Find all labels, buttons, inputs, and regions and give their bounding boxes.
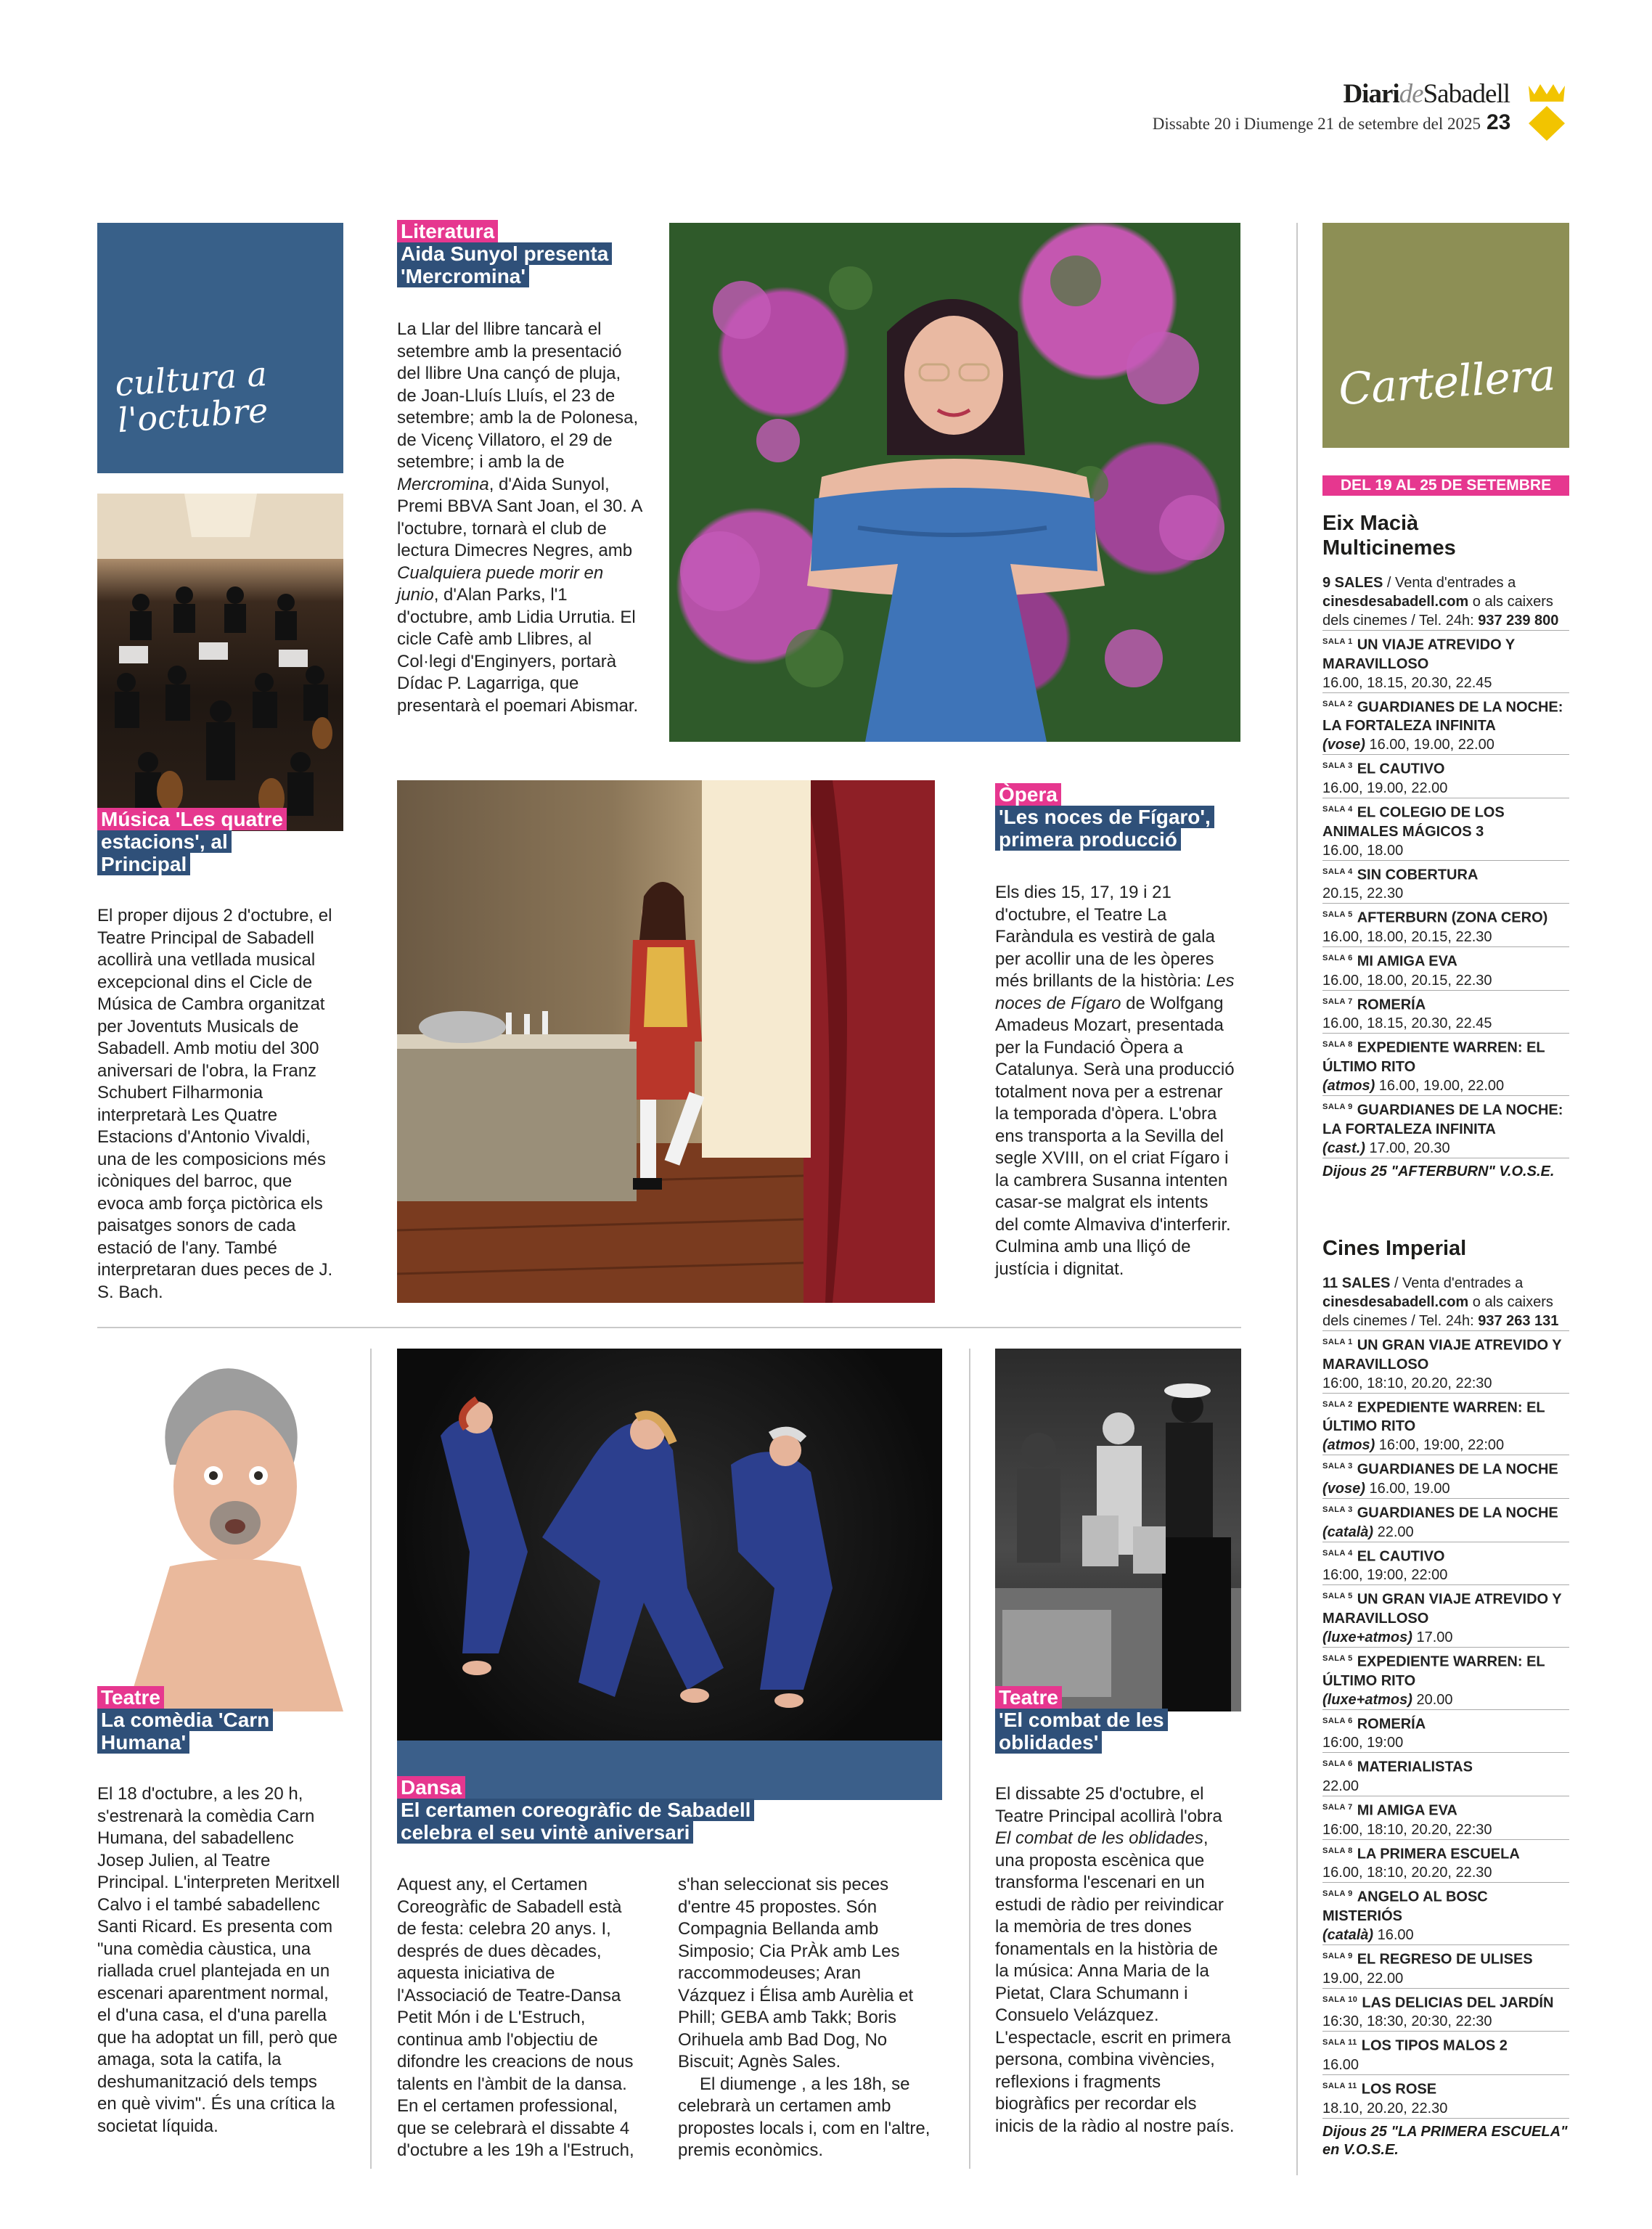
- film-version: (català): [1322, 1524, 1378, 1540]
- section-title-line1: cultura a: [113, 353, 269, 404]
- brand-sabadell: Sabadell: [1423, 79, 1510, 109]
- film-title: MI AMIGA EVA: [1357, 953, 1457, 970]
- film-title: ANGELO AL BOSC MISTERIÓS: [1322, 1889, 1488, 1924]
- sala-label: SALA 11: [1322, 2038, 1357, 2048]
- cinema1-block: [1322, 511, 1569, 1181]
- film-title: SIN COBERTURA: [1357, 867, 1479, 883]
- film-hours: 16.00: [1322, 2056, 1359, 2073]
- dansa-tag: Dansa: [397, 1776, 465, 1799]
- film-title: GUARDIANES DE LA NOCHE: [1357, 1505, 1558, 1521]
- musica-title-2: estacions', al: [97, 830, 232, 853]
- cartellera-title: Cartellera: [1336, 349, 1557, 416]
- listing-row: [1322, 1455, 1569, 1498]
- sala-label: SALA 7: [1322, 997, 1353, 1006]
- section-box: [97, 223, 343, 473]
- teatre2-heading: [995, 1686, 1241, 1754]
- sala-label: SALA 9: [1322, 1889, 1353, 1899]
- cinema2-block: [1322, 1236, 1569, 2159]
- musica-heading: [97, 808, 343, 875]
- sala-label: SALA 6: [1322, 953, 1353, 962]
- film-title: EXPEDIENTE WARREN: EL ÚLTIMO RITO: [1322, 1399, 1545, 1435]
- sala-label: SALA 2: [1322, 699, 1353, 708]
- dansa-title-1: El certamen coreogràfic de Sabadell: [397, 1799, 754, 1821]
- listing-row: [1322, 1882, 1569, 1944]
- sala-label: SALA 4: [1322, 804, 1353, 814]
- sala-label: SALA 4: [1322, 1548, 1353, 1558]
- film-hours: 22.00: [1377, 1524, 1414, 1540]
- opera-tag: Òpera: [995, 783, 1061, 806]
- dancers-figure: [397, 1349, 942, 1800]
- film-hours: 16.00, 19.00, 22.00: [1322, 780, 1448, 796]
- film-version: (català): [1322, 1926, 1378, 1943]
- film-hours: 16:00, 19:00: [1322, 1735, 1404, 1751]
- aida-photo: [669, 223, 1240, 742]
- sala-label: SALA 5: [1322, 910, 1353, 920]
- aida-figure: [669, 223, 1240, 742]
- film-hours: 16.00, 19.00, 22.00: [1378, 1077, 1505, 1094]
- header-date: Dissabte 20 i Diumenge 21 de setembre del 2025: [1152, 115, 1481, 133]
- cartellera-dates: DEL 19 AL 25 DE SETEMBRE: [1322, 475, 1569, 496]
- film-title: GUARDIANES DE LA NOCHE: LA FORTALEZA INFINITA: [1322, 1102, 1563, 1137]
- film-version: (atmos): [1322, 1437, 1379, 1454]
- sala-label: SALA 10: [1322, 1995, 1358, 2004]
- sala-label: SALA 8: [1322, 1846, 1353, 1855]
- listing-row: [1322, 798, 1569, 860]
- film-version: (vose): [1322, 737, 1370, 753]
- section-title: [113, 353, 271, 441]
- listing-row: [1322, 860, 1569, 904]
- literatura-tag: Literatura: [397, 220, 498, 242]
- film-hours: 16.00, 19.00: [1369, 1480, 1450, 1497]
- listing-row: [1322, 1584, 1569, 1647]
- sala-label: SALA 4: [1322, 867, 1353, 876]
- film-hours: 16:00, 18:10, 20.20, 22:30: [1322, 1821, 1492, 1838]
- film-hours: 16.00, 18.15, 20.30, 22.45: [1322, 1015, 1492, 1032]
- cinema2-listings: [1322, 1330, 1569, 2118]
- film-hours: 19.00, 22.00: [1322, 1970, 1404, 1987]
- sala-label: SALA 7: [1322, 1802, 1353, 1812]
- musica-title-3: Principal: [97, 853, 190, 875]
- orchestra-figures: [97, 494, 343, 831]
- listing-row: [1322, 1752, 1569, 1796]
- listing-row: [1322, 946, 1569, 990]
- teatre2-tag: Teatre: [995, 1686, 1062, 1709]
- film-title: AFTERBURN (ZONA CERO): [1357, 909, 1548, 926]
- film-hours: 16:00, 19:00, 22:00: [1378, 1437, 1505, 1454]
- listing-row: [1322, 1095, 1569, 1158]
- literatura-heading: [397, 220, 658, 287]
- literatura-body: La Llar del llibre tancarà el setembre amb la presentació del llibre Una cançó de pluja, de Joan-Lluís Lluís, el 23 de setembre; amb la de Polonesa, de Vicenç Villatoro, el 29 de setembre; i amb la de Mercromina, d'Aida Sunyol, Premi BBVA Sant Joan, el 30. A l'octubre, tornarà el club de lectura Dimecres Negres, amb Cualquiera puede morir en junio, d'Alan Parks, l'1 d'octubre, amb Lidia Urrutia. El cicle Cafè amb Llibres, al Col·legi d'Enginyers, portarà Dídac P. Lagarriga, que presentarà el poemari Abismar.: [397, 319, 642, 716]
- dansa-body-col1: Aquest any, el Certamen Coreogràfic de Sabadell està de festa: celebra 20 anys. I, després de dues dècades, aquesta iniciativa de l'Associació de Teatre-Dansa Petit Món i de L'Estruch, continua amb l'objectiu de difondre les creacions de nous talents en l'àmbit de la dansa. En el certamen professional, que se celebrarà el dissabte 4 d'octubre a les 19h a l'Estruch,: [397, 1875, 634, 2160]
- film-hours: 20.00: [1416, 1691, 1453, 1708]
- film-version: (vose): [1322, 1480, 1370, 1497]
- cinema1-listings: [1322, 630, 1569, 1158]
- column-divider-1: [370, 1349, 372, 2169]
- film-title: UN VIAJE ATREVIDO Y MARAVILLOSO: [1322, 637, 1515, 672]
- dansa-heading: [397, 1776, 942, 1844]
- teatre2-title-2: oblidades': [995, 1731, 1102, 1754]
- film-title: LAS DELICIAS DEL JARDÍN: [1362, 1995, 1554, 2011]
- film-version: (luxe+atmos): [1322, 1691, 1417, 1708]
- film-title: UN GRAN VIAJE ATREVIDO Y MARAVILLOSO: [1322, 1591, 1562, 1627]
- carn-humana-photo: [97, 1349, 343, 1711]
- listing-row: [1322, 1796, 1569, 1839]
- section-title-line2: l'octubre: [116, 390, 269, 441]
- sala-label: SALA 11: [1322, 2081, 1357, 2090]
- film-title: MATERIALISTAS: [1357, 1759, 1473, 1775]
- sala-label: SALA 1: [1322, 1338, 1353, 1346]
- listing-row: [1322, 1944, 1569, 1988]
- dansa-title-2: celebra el seu vintè aniversari: [397, 1821, 693, 1844]
- film-version: (atmos): [1322, 1077, 1379, 1094]
- sala-label: SALA 8: [1322, 1040, 1353, 1050]
- teatre1-body: El 18 d'octubre, a les 20 h, s'estrenarà la comèdia Carn Humana, del sabadellenc Josep Julien, al Teatre Principal. L'interpreten Meritxell Calvo i el també sabadellenc Santi Ricard. Es presenta com "una comèdia càustica, una riallada cruel plantejada en un escenari aparentment normal, el d'una casa, el d'una parella que ha adoptat un fill, però que amaga, sota la catifa, la deshumanització dels temps en què vivim". És una crítica la societat líquida.: [97, 1784, 340, 2136]
- sala-label: SALA 2: [1322, 1399, 1353, 1409]
- film-version: (cast.): [1322, 1140, 1370, 1156]
- radio-scene: [995, 1349, 1241, 1711]
- film-title: GUARDIANES DE LA NOCHE: LA FORTALEZA INFINITA: [1322, 699, 1563, 735]
- sala-label: SALA 6: [1322, 1759, 1353, 1769]
- teatre2-body: El dissabte 25 d'octubre, el Teatre Principal acollirà l'obra El combat de les oblidades, una proposta escènica que transforma l'escenari en un estudi de ràdio per reivindicar la memòria de tres dones fonamentals en la història de la música: Anna Maria de la Pietat, Clara Schumann i Consuelo Velázquez. L'espectacle, escrit en primera persona, combina vivències, reflexions i fragments biogràfics per recordar els inicis de la ràdio al nostre país.: [995, 1784, 1235, 2136]
- film-hours: 16.00, 18.00, 20.15, 22.30: [1322, 928, 1492, 945]
- film-hours: 16:00, 19:00, 22:00: [1322, 1567, 1448, 1584]
- cinema1-note: Dijous 25 "AFTERBURN" V.O.S.E.: [1322, 1158, 1569, 1181]
- listing-row: [1322, 2031, 1569, 2074]
- film-title: EXPEDIENTE WARREN: EL ÚLTIMO RITO: [1322, 1653, 1545, 1689]
- film-hours: 16:30, 18:30, 20:30, 22:30: [1322, 2013, 1492, 2030]
- film-version: (luxe+atmos): [1322, 1629, 1417, 1645]
- film-title: EL CAUTIVO: [1357, 1548, 1445, 1565]
- listing-row: [1322, 1393, 1569, 1455]
- teatre1-title-1: La comèdia 'Carn: [97, 1709, 273, 1731]
- film-title: EL CAUTIVO: [1357, 761, 1445, 777]
- sala-label: SALA 5: [1322, 1653, 1353, 1663]
- sala-label: SALA 9: [1322, 1951, 1353, 1960]
- combat-photo: [995, 1349, 1241, 1711]
- film-title: MI AMIGA EVA: [1357, 1802, 1457, 1819]
- cinema2-name: Cines Imperial: [1322, 1237, 1467, 1260]
- listing-row: [1322, 990, 1569, 1034]
- masthead: [1234, 78, 1510, 110]
- sala-label: SALA 3: [1322, 1462, 1353, 1471]
- opera-title-1: 'Les noces de Fígaro',: [995, 806, 1214, 828]
- film-hours: 16.00, 19.00, 22.00: [1369, 737, 1494, 753]
- listing-row: [1322, 2074, 1569, 2118]
- listing-row: [1322, 1542, 1569, 1585]
- dansa-body-col2: s'han seleccionat sis peces d'entre 45 propostes. Són Compagnia Bellanda amb Simposio; Cia PrÀk amb Les raccommodeuses; Aran Vázquez i Élisa amb Aurèlia et Phill; GEBA amb Takk; Boris Orihuela amb Bad Dog, No Biscuit; Agnès Sales. El diumenge , a les 18h, se celebrarà un certamen amb propostes locals i, com en l'altre, premis econòmics.: [678, 1875, 931, 2160]
- sala-label: SALA 6: [1322, 1716, 1353, 1725]
- sala-label: SALA 3: [1322, 761, 1353, 771]
- listing-row: [1322, 903, 1569, 946]
- listing-row: [1322, 692, 1569, 755]
- film-hours: 16.00: [1377, 1926, 1414, 1943]
- film-hours: 20.15, 22.30: [1322, 886, 1404, 902]
- film-title: ROMERÍA: [1357, 997, 1426, 1013]
- listing-row: [1322, 1839, 1569, 1883]
- opera-title-2: primera producció: [995, 828, 1181, 851]
- musica-body: El proper dijous 2 d'octubre, el Teatre Principal de Sabadell acollirà una vetllada musical excepcional dins el Cicle de Música de Cambra organitzat per Joventuts Musicals de Sabadell. Amb motiu del 300 aniversari de l'obra, la Franz Schubert Filharmonia interpretarà Les Quatre Estacions d'Antonio Vivaldi, una de les composicions més icòniques del barroc, que evoca amb força pictòrica els paisatges sonors de cada estació de l'any. També interpretaran dues peces de J. S. Bach.: [97, 906, 333, 1302]
- brand-diari: Diari: [1343, 79, 1399, 109]
- film-title: LOS ROSE: [1361, 2081, 1437, 2098]
- film-hours: 17.00: [1416, 1629, 1453, 1645]
- teatre1-heading: [97, 1686, 343, 1754]
- actor-figure: [97, 1349, 343, 1711]
- cartellera-divider: [1296, 223, 1298, 2175]
- literatura-title-2: 'Mercromina': [397, 265, 529, 287]
- film-title: EL REGRESO DE ULISES: [1357, 1951, 1533, 1968]
- film-title: ROMERÍA: [1357, 1716, 1426, 1733]
- film-hours: 16.00, 18.15, 20.30, 22.45: [1322, 674, 1492, 691]
- opera-body: Els dies 15, 17, 19 i 21 d'octubre, el Teatre La Faràndula es vestirà de gala per acollir una de les òperes més brillants de la història: Les noces de Fígaro de Wolfgang Amadeus Mozart, presentada per la Fundació Òpera a Catalunya. Serà una producció totalment nova per a estrenar la temporada d'òpera. L'obra ens transporta a la Sevilla del segle XVIII, on el criat Fígaro i la cambrera Susanna intenten casar-se malgrat els intents del comte Almaviva d'interferir. Culmina amb una lliçó de justícia i dignitat.: [995, 883, 1235, 1279]
- film-title: EXPEDIENTE WARREN: EL ÚLTIMO RITO: [1322, 1039, 1545, 1075]
- film-hours: 18.10, 20.20, 22.30: [1322, 2100, 1448, 2116]
- teatre1-title-2: Humana': [97, 1731, 189, 1754]
- page-number: 23: [1487, 110, 1511, 134]
- film-title: UN GRAN VIAJE ATREVIDO Y MARAVILLOSO: [1322, 1337, 1562, 1373]
- cinema1-info: 9 SALES / Venta d'entrades a cinesdesabadell.com o als caixers dels cinemes / Tel. 24h: 937 239 800: [1322, 575, 1559, 629]
- film-title: EL COLEGIO DE LOS ANIMALES MÁGICOS 3: [1322, 804, 1505, 840]
- film-title: GUARDIANES DE LA NOCHE: [1357, 1461, 1558, 1478]
- film-title: LA PRIMERA ESCUELA: [1357, 1846, 1520, 1862]
- opera-heading: [995, 783, 1242, 851]
- brand-de: de: [1399, 79, 1423, 109]
- film-hours: 16:00, 18:10, 20.20, 22:30: [1322, 1375, 1492, 1391]
- literatura-title-1: Aida Sunyol presenta: [397, 242, 612, 265]
- sala-label: SALA 1: [1322, 637, 1353, 646]
- column-divider-2: [969, 1349, 970, 2169]
- listing-row: [1322, 1647, 1569, 1709]
- listing-row: [1322, 1498, 1569, 1542]
- figaro-photo: [397, 780, 935, 1303]
- film-title: LOS TIPOS MALOS 2: [1361, 2037, 1508, 2054]
- listing-row: [1322, 630, 1569, 692]
- listing-row: [1322, 1033, 1569, 1095]
- cinema2-note: Dijous 25 "LA PRIMERA ESCUELA" en V.O.S.E.: [1322, 2118, 1569, 2159]
- sala-label: SALA 9: [1322, 1102, 1353, 1111]
- figaro-scene: [397, 780, 935, 1303]
- film-hours: 16.00, 18.00: [1322, 842, 1404, 859]
- dansa-photo: [397, 1349, 942, 1800]
- orchestra-photo: [97, 494, 343, 831]
- logo-icon: [1523, 81, 1571, 141]
- musica-tag: Música 'Les quatre: [97, 808, 287, 830]
- listing-row: [1322, 1330, 1569, 1393]
- sala-label: SALA 5: [1322, 1592, 1353, 1601]
- film-hours: 16.00, 18.00, 20.15, 22.30: [1322, 972, 1492, 989]
- listing-row: [1322, 1988, 1569, 2032]
- cartellera-box: [1322, 223, 1569, 448]
- cinema1-name: Eix Macià Multicinemes: [1322, 512, 1456, 560]
- sala-label: SALA 3: [1322, 1505, 1353, 1514]
- listing-row: [1322, 754, 1569, 798]
- cinema2-info: 11 SALES / Venta d'entrades a cinesdesabadell.com o als caixers dels cinemes / Tel. 24h: 937 263 131: [1322, 1275, 1559, 1329]
- teatre1-tag: Teatre: [97, 1686, 164, 1709]
- film-hours: 16.00, 18:10, 20.20, 22.30: [1322, 1865, 1492, 1881]
- teatre2-title-1: 'El combat de les: [995, 1709, 1168, 1731]
- listing-row: [1322, 1709, 1569, 1753]
- film-hours: 17.00, 20.30: [1369, 1140, 1450, 1156]
- film-hours: 22.00: [1322, 1778, 1359, 1794]
- section-divider: [97, 1327, 1241, 1328]
